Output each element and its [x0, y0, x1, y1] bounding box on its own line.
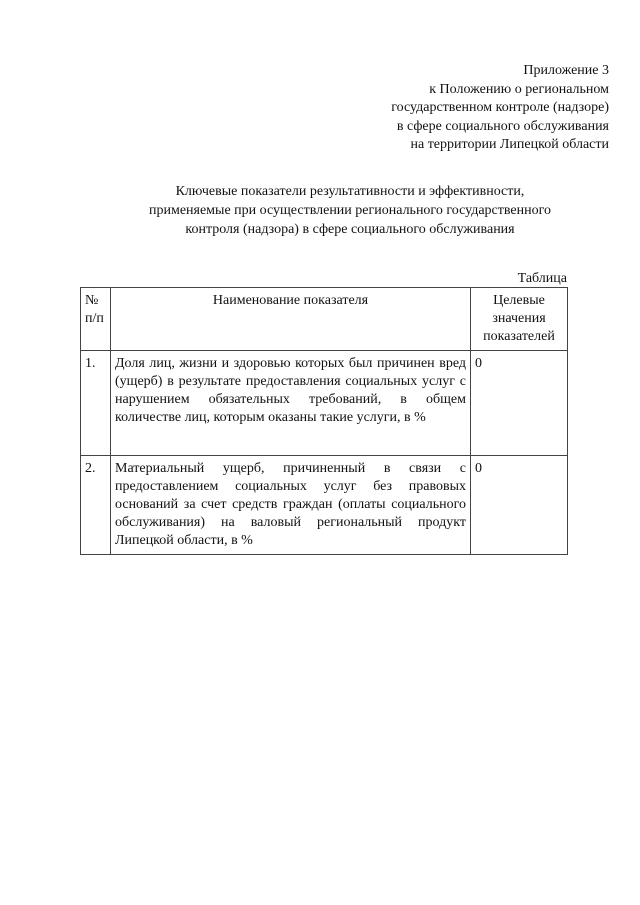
table-row — [81, 351, 568, 456]
header-number — [81, 288, 111, 351]
annex-line-3: государственном контроле (надзоре) — [391, 100, 609, 115]
row-target-value: 0 — [471, 351, 568, 456]
title-line-3: контроля (надзора) в сфере социального обслуживания — [185, 222, 515, 237]
header-number-line-1: № — [85, 293, 99, 308]
annex-line-2: к Положению о региональном — [429, 81, 609, 97]
indicators-table — [80, 287, 568, 555]
row-number: 2. — [81, 456, 111, 555]
annex-header — [391, 62, 609, 155]
title-line-1: Ключевые показатели результативности и эффективности, — [175, 184, 525, 199]
row-target-value: 0 — [471, 456, 568, 555]
header-indicator-name: Наименование показателя — [111, 288, 471, 351]
annex-line-1: Приложение 3 — [523, 63, 609, 78]
table-row — [81, 456, 568, 555]
title-line-2: применяемые при осуществлении регионального государственного — [148, 203, 552, 218]
header-target-values — [471, 288, 568, 351]
header-target-line-2: значения — [492, 311, 546, 326]
row-indicator-name: Материальный ущерб, причиненный в связи с предоставлением социальных услуг без правовых оснований за счет средств граждан (оплаты социального обслуживания) на валовый региональный продукт Липецкой области, в % — [111, 456, 471, 555]
row-indicator-name: Доля лиц, жизни и здоровью которых был причинен вред (ущерб) в результате предоставления социальных услуг с нарушением обязательных требований, в общем количестве лиц, которым оказаны такие услуги, в % — [111, 351, 471, 456]
table-header-row — [81, 288, 568, 351]
header-number-line-2: п/п — [85, 311, 104, 326]
document-title — [70, 182, 630, 239]
row-number: 1. — [81, 351, 111, 456]
header-target-line-1: Целевые — [493, 293, 545, 308]
annex-line-5: на территории Липецкой области — [410, 137, 609, 152]
annex-line-4: в сфере социального обслуживания — [396, 118, 609, 134]
table-caption: Таблица — [517, 271, 567, 286]
header-target-line-3: показателей — [483, 329, 555, 344]
